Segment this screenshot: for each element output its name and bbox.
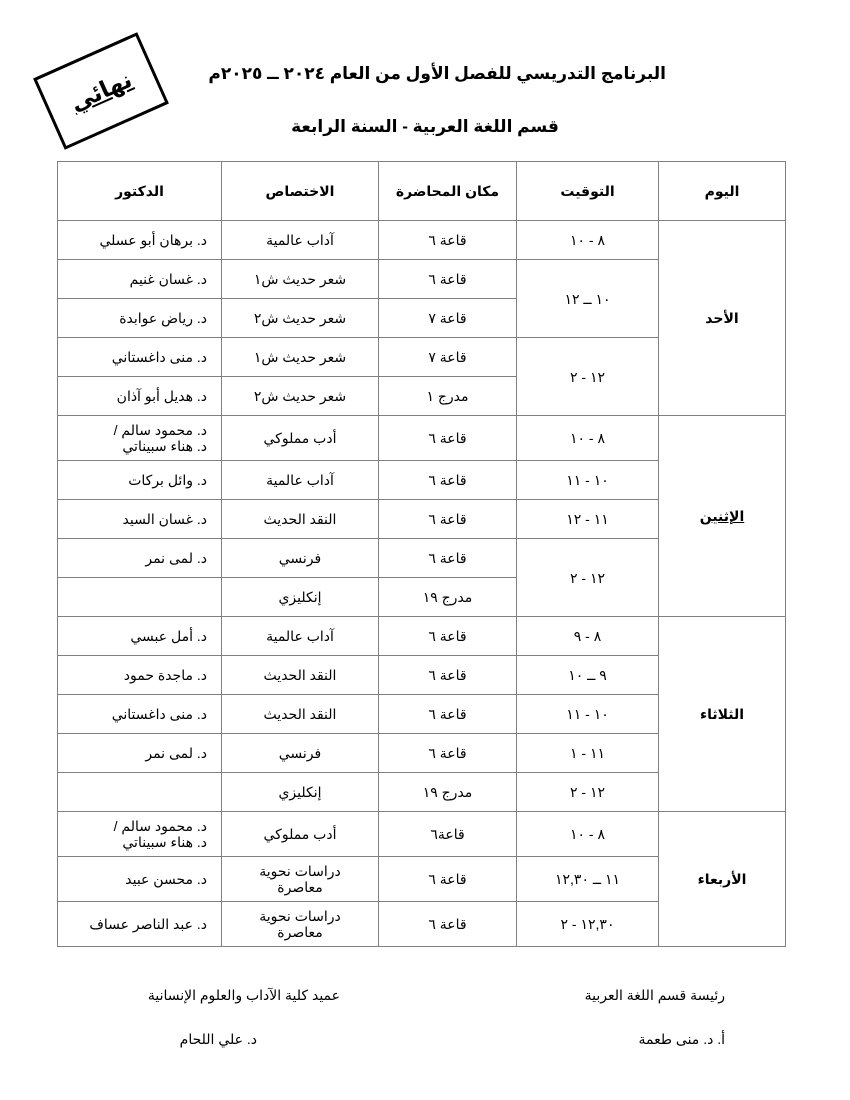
document-subtitle: قسم اللغة العربية - السنة الرابعة [291,117,559,136]
day-monday: الإثنين [659,416,786,617]
schedule-table [57,161,786,947]
time-cell: ١٢ - ٢ [517,539,659,617]
specialty-cell: فرنسي [222,539,379,578]
doctor-cell: د. محسن عبيد [58,857,222,902]
specialty-cell: أدب مملوكي [222,416,379,461]
time-cell: ١٢,٣٠ - ٢ [517,902,659,947]
doctor-cell: د. منى داغستاني [58,695,222,734]
specialty-cell: إنكليزي [222,578,379,617]
table-row [58,221,786,260]
specialty-cell: فرنسي [222,734,379,773]
doctor-cell: د. لمى نمر [58,734,222,773]
day-wednesday: الأربعاء [659,812,786,947]
specialty-line: دراسات نحوية [259,863,341,879]
header-specialty: الاختصاص [222,162,379,221]
doctor-line: د. محمود سالم / [113,422,207,438]
doctor-cell: د. غسان غنيم [58,260,222,299]
time-cell: ٨ - ١٠ [517,221,659,260]
specialty-cell: النقد الحديث [222,500,379,539]
table-header-row [58,162,786,221]
location-cell: قاعة ٦ [379,902,517,947]
doctor-cell: د. هديل أبو آذان [58,377,222,416]
specialty-cell: شعر حديث ش١ [222,338,379,377]
specialty-cell: شعر حديث ش٢ [222,377,379,416]
location-cell: قاعة ٦ [379,260,517,299]
location-cell: قاعة ٦ [379,734,517,773]
specialty-line: معاصرة [277,924,323,940]
doctor-cell [58,416,222,461]
location-cell: قاعة ٦ [379,617,517,656]
doctor-line: د. محمود سالم / [113,818,207,834]
header-time: التوقيت [517,162,659,221]
doctor-cell: د. منى داغستاني [58,338,222,377]
doctor-line: د. هناء سبيناتي [122,438,207,454]
specialty-line: معاصرة [277,879,323,895]
location-cell: قاعة ٧ [379,299,517,338]
time-cell: ٨ - ١٠ [517,812,659,857]
time-cell: ٨ - ٩ [517,617,659,656]
time-cell: ١٢ - ٢ [517,338,659,416]
time-cell: ١٠ - ١١ [517,695,659,734]
time-cell: ١١ ــ ١٢,٣٠ [517,857,659,902]
specialty-cell: آداب عالمية [222,221,379,260]
time-cell: ٩ ــ ١٠ [517,656,659,695]
location-cell: قاعة ٦ [379,500,517,539]
department-head-name: أ. د. منى طعمة [638,1031,725,1047]
location-cell: قاعة ٦ [379,539,517,578]
time-cell: ١٠ ــ ١٢ [517,260,659,338]
specialty-cell: شعر حديث ش٢ [222,299,379,338]
location-cell: مدرج ١ [379,377,517,416]
specialty-cell: آداب عالمية [222,461,379,500]
doctor-cell: د. برهان أبو عسلي [58,221,222,260]
specialty-cell: إنكليزي [222,773,379,812]
specialty-cell [222,902,379,947]
doctor-cell: د. غسان السيد [58,500,222,539]
doctor-cell [58,773,222,812]
specialty-line: دراسات نحوية [259,908,341,924]
time-cell: ١٢ - ٢ [517,773,659,812]
doctor-cell: د. وائل بركات [58,461,222,500]
specialty-cell: آداب عالمية [222,617,379,656]
location-cell: قاعة ٦ [379,221,517,260]
doctor-cell: د. لمى نمر [58,539,222,578]
time-cell: ١٠ - ١١ [517,461,659,500]
location-cell: قاعة ٦ [379,857,517,902]
time-cell: ١١ - ١ [517,734,659,773]
location-cell: مدرج ١٩ [379,773,517,812]
location-cell: قاعة ٦ [379,656,517,695]
header-doctor: الدكتور [58,162,222,221]
doctor-cell: د. أمل عبسي [58,617,222,656]
doctor-cell [58,578,222,617]
dean-name: د. علي اللحام [179,1031,257,1047]
location-cell: قاعة ٦ [379,695,517,734]
time-cell: ٨ - ١٠ [517,416,659,461]
stamp-text: نهائي [66,65,136,116]
specialty-cell: النقد الحديث [222,695,379,734]
location-cell: قاعة ٧ [379,338,517,377]
specialty-cell: شعر حديث ش١ [222,260,379,299]
specialty-cell: أدب مملوكي [222,812,379,857]
day-sunday: الأحد [659,221,786,416]
header-location: مكان المحاضرة [379,162,517,221]
doctor-line: د. هناء سبيناتي [122,834,207,850]
table-row [58,617,786,656]
doctor-cell: د. رياض عوابدة [58,299,222,338]
table-row [58,812,786,857]
specialty-cell [222,857,379,902]
dean-title: عميد كلية الآداب والعلوم الإنسانية [147,987,340,1003]
doctor-cell [58,812,222,857]
doctor-cell: د. ماجدة حمود [58,656,222,695]
location-cell: قاعة٦ [379,812,517,857]
specialty-cell: النقد الحديث [222,656,379,695]
header-day: اليوم [659,162,786,221]
location-cell: مدرج ١٩ [379,578,517,617]
document-title: البرنامج التدريسي للفصل الأول من العام ٢٠٢٤ ــ ٢٠٢٥م [208,64,666,83]
day-tuesday: الثلاثاء [659,617,786,812]
table-row [58,416,786,461]
time-cell: ١١ - ١٢ [517,500,659,539]
department-head-title: رئيسة قسم اللغة العربية [584,987,725,1003]
location-cell: قاعة ٦ [379,416,517,461]
doctor-cell: د. عبد الناصر عساف [58,902,222,947]
location-cell: قاعة ٦ [379,461,517,500]
